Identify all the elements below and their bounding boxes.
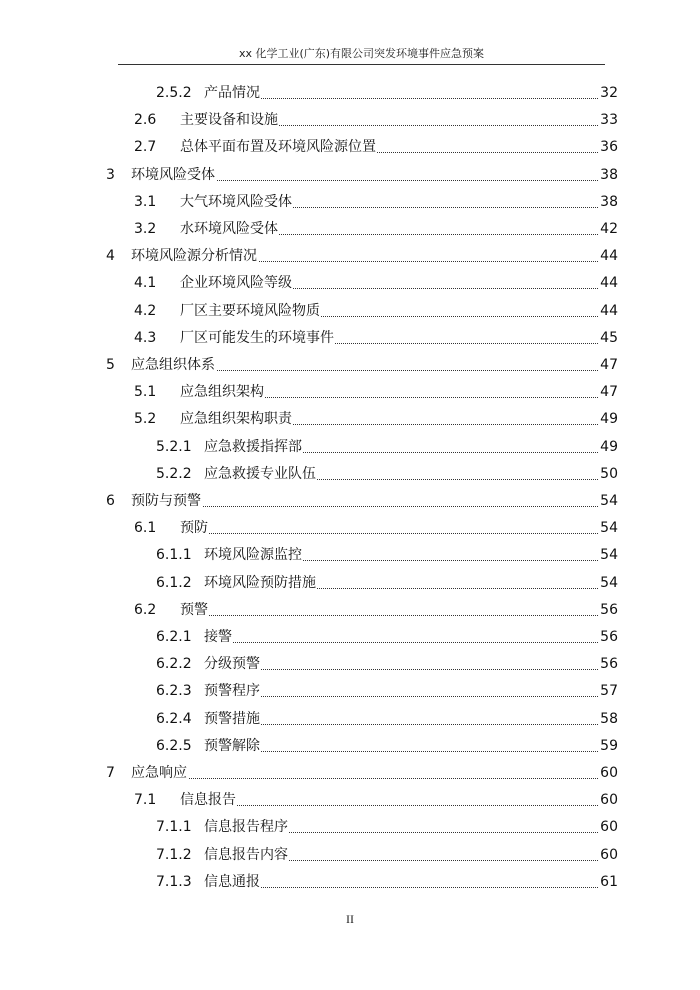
toc-entry-title: 信息报告内容	[204, 842, 289, 869]
header-rule	[118, 64, 605, 65]
toc-entry-page: 47	[598, 352, 618, 379]
toc-leader-dots	[131, 778, 598, 779]
toc-entry[interactable]	[0, 869, 700, 896]
toc-entry[interactable]	[0, 352, 700, 379]
toc-entry-page: 57	[598, 678, 618, 705]
toc-entry-number: 7.1.2	[156, 846, 192, 863]
toc-entry[interactable]	[0, 406, 700, 433]
toc-entry-title: 应急响应	[131, 760, 188, 787]
toc-entry-number: 6.2.1	[156, 629, 192, 646]
toc-entry-page: 36	[598, 134, 618, 161]
toc-entry-title: 环境风险受体	[131, 162, 216, 189]
toc-entry-page: 59	[598, 733, 618, 760]
toc-leader-dots	[180, 533, 598, 534]
toc-entry[interactable]	[0, 80, 700, 107]
toc-entry-number: 5	[106, 357, 115, 374]
toc-entry-number: 6.2	[134, 601, 157, 618]
toc-entry[interactable]	[0, 243, 700, 270]
toc-leader-dots	[204, 98, 598, 99]
toc-entry[interactable]	[0, 107, 700, 134]
toc-entry-number: 5.2.2	[156, 465, 192, 482]
toc-entry-page: 47	[598, 379, 618, 406]
toc-entry-title: 预警措施	[204, 706, 261, 733]
toc-entry-page: 60	[598, 842, 618, 869]
toc-entry-title: 厂区可能发生的环境事件	[180, 325, 335, 352]
toc-entry[interactable]	[0, 162, 700, 189]
toc-entry[interactable]	[0, 706, 700, 733]
toc-entry-title: 预防与预警	[131, 488, 202, 515]
toc-entry[interactable]	[0, 325, 700, 352]
toc-entry[interactable]	[0, 597, 700, 624]
toc-entry[interactable]	[0, 270, 700, 297]
toc-entry-page: 54	[598, 542, 618, 569]
toc-leader-dots	[204, 724, 598, 725]
toc-entry-number: 4.3	[134, 329, 157, 346]
toc-entry-page: 60	[598, 760, 618, 787]
toc-entry-number: 6.2.3	[156, 683, 192, 700]
toc-entry-page: 49	[598, 434, 618, 461]
toc-entry-page: 32	[598, 80, 618, 107]
toc-entry[interactable]	[0, 678, 700, 705]
toc-leader-dots	[204, 887, 598, 888]
toc-leader-dots	[204, 642, 598, 643]
toc-entry-number: 6.1	[134, 520, 157, 537]
toc-entry-page: 42	[598, 216, 618, 243]
toc-entry-page: 61	[598, 869, 618, 896]
toc-entry-title: 环境风险源监控	[204, 542, 303, 569]
toc-entry-title: 应急组织架构	[180, 379, 265, 406]
toc-entry-number: 2.7	[134, 139, 157, 156]
toc-entry[interactable]	[0, 651, 700, 678]
toc-entry[interactable]	[0, 189, 700, 216]
toc-entry-title: 总体平面布置及环境风险源位置	[180, 134, 377, 161]
toc-entry-number: 2.5.2	[156, 85, 192, 102]
toc-entry-number: 7.1	[134, 792, 157, 809]
toc-entry-number: 5.2	[134, 411, 157, 428]
page-number: II	[346, 912, 354, 926]
toc-entry-page: 38	[598, 162, 618, 189]
document-header: xx 化学工业(广东)有限公司突发环境事件应急预案	[238, 47, 485, 60]
toc-entry-number: 7.1.1	[156, 819, 192, 836]
toc-entry-number: 6.1.2	[156, 574, 192, 591]
toc-entry-title: 水环境风险受体	[180, 216, 279, 243]
toc-entry-number: 5.2.1	[156, 438, 192, 455]
toc-entry[interactable]	[0, 515, 700, 542]
toc-entry[interactable]	[0, 434, 700, 461]
toc-entry-title: 主要设备和设施	[180, 107, 279, 134]
toc-entry-title: 信息报告	[180, 787, 237, 814]
toc-entry-page: 38	[598, 189, 618, 216]
toc-entry-page: 56	[598, 624, 618, 651]
toc-entry-page: 54	[598, 515, 618, 542]
toc-entry-number: 6.2.5	[156, 737, 192, 754]
toc-entry-title: 应急组织体系	[131, 352, 216, 379]
toc-entry-title: 预防	[180, 515, 209, 542]
toc-entry[interactable]	[0, 570, 700, 597]
toc-entry-title: 接警	[204, 624, 233, 651]
toc-entry-number: 4.1	[134, 275, 157, 292]
toc-entry-number: 6	[106, 493, 115, 510]
toc-entry[interactable]	[0, 298, 700, 325]
toc-entry-number: 6.2.4	[156, 710, 192, 727]
toc-entry-page: 44	[598, 270, 618, 297]
toc-entry-page: 49	[598, 406, 618, 433]
toc-entry-number: 6.2.2	[156, 656, 192, 673]
toc-entry-number: 3.1	[134, 193, 157, 210]
toc-entry-title: 环境风险预防措施	[204, 570, 317, 597]
toc-entry[interactable]	[0, 624, 700, 651]
toc-entry[interactable]	[0, 787, 700, 814]
toc-entry-number: 7.1.3	[156, 873, 192, 890]
toc-entry-page: 58	[598, 706, 618, 733]
toc-entry-number: 5.1	[134, 384, 157, 401]
toc-leader-dots	[204, 669, 598, 670]
toc-entry-title: 分级预警	[204, 651, 261, 678]
toc-entry-title: 预警程序	[204, 678, 261, 705]
toc-leader-dots	[180, 615, 598, 616]
toc-entry[interactable]	[0, 134, 700, 161]
toc-entry-title: 厂区主要环境风险物质	[180, 298, 321, 325]
toc-entry[interactable]	[0, 542, 700, 569]
toc-entry-page: 50	[598, 461, 618, 488]
toc-entry-page: 60	[598, 787, 618, 814]
toc-entry[interactable]	[0, 461, 700, 488]
toc-entry[interactable]	[0, 216, 700, 243]
toc-entry-title: 信息通报	[204, 869, 261, 896]
toc-entry-page: 44	[598, 298, 618, 325]
toc-entry-number: 6.1.1	[156, 547, 192, 564]
toc-entry-title: 应急组织架构职责	[180, 406, 293, 433]
toc-entry-title: 应急救援指挥部	[204, 434, 303, 461]
toc-entry-number: 7	[106, 765, 115, 782]
toc-leader-dots	[180, 805, 598, 806]
toc-entry-number: 3.2	[134, 221, 157, 238]
toc-entry-number: 3	[106, 166, 115, 183]
toc-entry[interactable]	[0, 760, 700, 787]
toc-entry[interactable]	[0, 488, 700, 515]
toc-entry-page: 60	[598, 814, 618, 841]
toc-entry-title: 企业环境风险等级	[180, 270, 293, 297]
toc-entry-title: 产品情况	[204, 80, 261, 107]
toc-entry[interactable]	[0, 814, 700, 841]
toc-entry-page: 54	[598, 570, 618, 597]
toc-entry-page: 45	[598, 325, 618, 352]
toc-entry-title: 环境风险源分析情况	[131, 243, 258, 270]
toc-entry-title: 应急救援专业队伍	[204, 461, 317, 488]
toc-entry-page: 33	[598, 107, 618, 134]
toc-entry-page: 54	[598, 488, 618, 515]
toc-entry-page: 56	[598, 597, 618, 624]
toc-entry-number: 4	[106, 248, 115, 265]
toc-entry-page: 44	[598, 243, 618, 270]
toc-entry-title: 大气环境风险受体	[180, 189, 293, 216]
toc-entry[interactable]	[0, 733, 700, 760]
toc-leader-dots	[204, 751, 598, 752]
toc-entry-title: 预警	[180, 597, 209, 624]
toc-entry-title: 信息报告程序	[204, 814, 289, 841]
toc-entry-number: 2.6	[134, 112, 157, 129]
toc-entry[interactable]	[0, 842, 700, 869]
toc-entry[interactable]	[0, 379, 700, 406]
toc-entry-page: 56	[598, 651, 618, 678]
toc-leader-dots	[204, 696, 598, 697]
toc-entry-number: 4.2	[134, 302, 157, 319]
toc-entry-title: 预警解除	[204, 733, 261, 760]
